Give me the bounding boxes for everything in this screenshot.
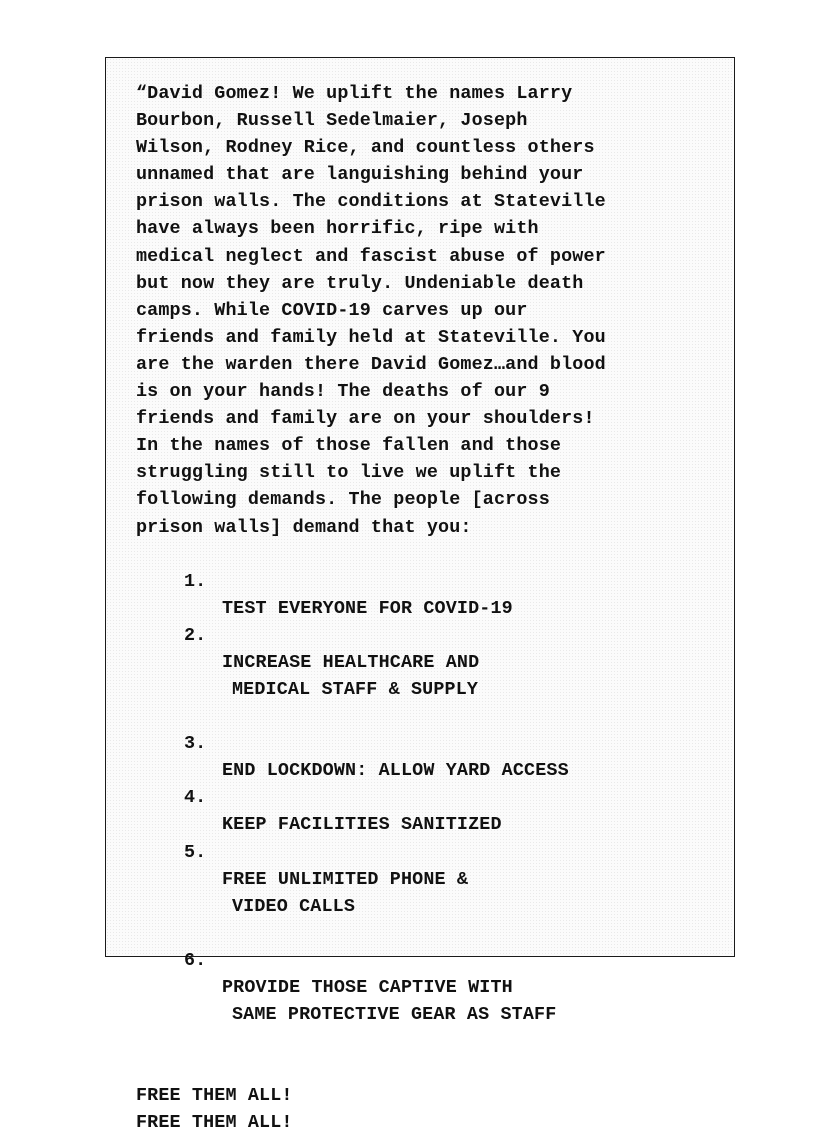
demand-line: TEST EVERYONE FOR COVID-19: [222, 597, 513, 619]
demand-item-1: [184, 568, 716, 622]
demand-line: FREE UNLIMITED PHONE &: [222, 868, 469, 890]
demand-line: PROVIDE THOSE CAPTIVE WITH: [222, 977, 513, 998]
closing-line: FREE THEM ALL!: [136, 1085, 293, 1107]
demand-line: END LOCKDOWN: ALLOW YARD ACCESS: [222, 760, 569, 782]
closing-line: FREE THEM ALL!: [136, 1112, 293, 1134]
demand-text: [222, 568, 513, 622]
demand-line: KEEP FACILITIES SANITIZED: [222, 814, 502, 836]
demand-line-continued: VIDEO CALLS: [232, 895, 356, 917]
demand-text: [222, 947, 556, 1055]
letter-frame: [105, 57, 735, 1134]
demand-line: INCREASE HEALTHCARE AND: [222, 651, 480, 673]
demand-line-continued: SAME PROTECTIVE GEAR AS STAFF: [232, 1004, 557, 1026]
demand-item-2: [184, 622, 716, 730]
demand-number: 6.: [184, 949, 207, 971]
demand-item-4: [184, 784, 716, 838]
demand-number: 4.: [184, 787, 207, 809]
demand-number: 2.: [184, 624, 207, 646]
demand-text: [222, 839, 468, 947]
letter-body: [136, 80, 716, 1136]
demand-number: 3.: [184, 733, 207, 755]
demand-number: 5.: [184, 841, 207, 863]
demand-item-3: [184, 730, 716, 784]
closing-chant: [136, 1082, 716, 1136]
demand-item-5: [184, 839, 716, 947]
demand-line-continued: MEDICAL STAFF & SUPPLY: [232, 678, 479, 700]
demand-number: 1.: [184, 570, 207, 592]
demand-item-6: [184, 947, 716, 1055]
letter-paragraph: “David Gomez! We uplift the names Larry Bourbon, Russell Sedelmaier, Joseph Wilson, Rodney Rice, and countless others unnamed that are languishing behind your prison walls. The conditions at Stateville have always been horrific, ripe with medical neglect and fascist abuse of power but now they are truly. Undeniable death camps. While COVID-19 carves up our friends and family held at Stateville. You are the warden there David Gomez…and blood is on your hands! The deaths of our 9 friends and family are on your shoulders! In the names of those fallen and those struggling still to live we uplift the following demands. The people [across prison walls] demand that you:: [136, 83, 606, 538]
demand-text: [222, 730, 569, 784]
demand-text: [222, 784, 502, 838]
demands-list: [136, 568, 716, 1056]
demand-text: [222, 622, 479, 730]
